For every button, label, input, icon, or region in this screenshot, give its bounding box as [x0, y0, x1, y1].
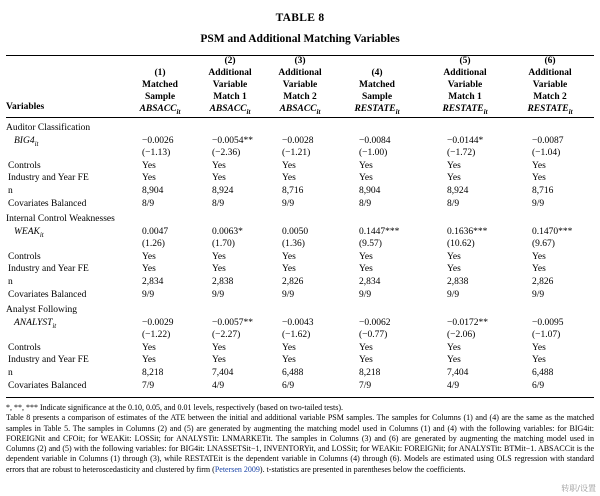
table-cell: 7/9 — [359, 380, 372, 391]
table-cell: Yes — [359, 160, 373, 171]
table-cell: Yes — [212, 251, 226, 262]
table-cell: 8,904 — [359, 186, 381, 196]
table-cell: Yes — [212, 264, 226, 275]
table-cell: 8/9 — [142, 198, 155, 209]
table-cell: Yes — [359, 355, 373, 366]
table-cell: 9/9 — [282, 198, 295, 209]
table-cell: Yes — [282, 355, 296, 366]
column-header-line: Additional — [443, 68, 487, 78]
row-label: $WEAK_{it}$ — [14, 226, 44, 239]
fe-row — [0, 172, 600, 185]
citation-link[interactable]: Petersen 2009 — [214, 464, 260, 474]
table-cell: 8,904 — [142, 186, 164, 196]
table-cell: 8,218 — [142, 368, 164, 378]
dependent-variable: $ABSACC_{it}$ — [209, 104, 251, 116]
column-header-1 — [125, 67, 195, 118]
table-cell: 0.1447*** — [359, 226, 400, 237]
row-label: Controls — [8, 251, 41, 262]
table-cell: 9/9 — [282, 289, 295, 300]
table-cell: 9/9 — [532, 289, 545, 300]
column-header-3 — [265, 55, 335, 118]
table-cell: 6/9 — [532, 380, 545, 391]
column-header-line: (2) — [224, 56, 236, 66]
column-header-line: Match 1 — [448, 92, 482, 102]
table-cell: 8,924 — [447, 186, 469, 196]
table-cell: −0.0062 — [359, 317, 391, 328]
table-cell: Yes — [447, 342, 461, 353]
table-cell: Yes — [282, 173, 296, 184]
section-title — [0, 304, 600, 317]
table-cell: 2,826 — [532, 277, 554, 287]
row-label: n — [8, 368, 13, 378]
table-cell: Yes — [359, 173, 373, 184]
table-cell: 8,716 — [282, 186, 304, 196]
table-cell: Yes — [532, 342, 546, 353]
table-cell: 7,404 — [212, 368, 234, 378]
dependent-variable: $ABSACC_{it}$ — [139, 104, 181, 116]
row-label: Industry and Year FE — [8, 264, 89, 275]
table-cell: 8/9 — [212, 198, 225, 209]
dependent-variable: $RESTATE_{it}$ — [527, 104, 573, 116]
section-title — [0, 213, 600, 226]
table-cell: Yes — [447, 160, 461, 171]
row-label: $ANALYST_{it}$ — [14, 317, 57, 330]
table-cell: 8/9 — [447, 198, 460, 209]
table-cell: (−2.36) — [212, 148, 241, 159]
controls-row — [0, 342, 600, 355]
row-label: Industry and Year FE — [8, 355, 89, 366]
table-cell: 4/9 — [212, 380, 225, 391]
coefficient-row — [0, 226, 600, 239]
dependent-variable: $RESTATE_{it}$ — [442, 104, 488, 116]
table-cell: −0.0172** — [447, 317, 488, 328]
covariates-row — [0, 289, 600, 302]
table-cell: 2,834 — [142, 277, 164, 287]
table-cell: 6,488 — [532, 368, 554, 378]
table-cell: (−1.13) — [142, 148, 171, 159]
covariates-row — [0, 198, 600, 211]
table-cell: Yes — [142, 173, 156, 184]
row-label: Covariates Balanced — [8, 289, 87, 300]
table-cell: −0.0054** — [212, 135, 253, 146]
table-cell: Yes — [142, 264, 156, 275]
table-cell: 7,404 — [447, 368, 469, 378]
fe-row — [0, 354, 600, 367]
table-cell: 8,924 — [212, 186, 234, 196]
table-cell: (−1.21) — [282, 148, 311, 159]
table-cell: Yes — [532, 173, 546, 184]
table-cell: −0.0043 — [282, 317, 314, 328]
table-cell: 0.0050 — [282, 226, 309, 237]
tstat-row — [0, 329, 600, 342]
table-cell: Yes — [532, 251, 546, 262]
table-cell: 4/9 — [447, 380, 460, 391]
table-cell: Yes — [532, 264, 546, 275]
row-label: n — [8, 277, 13, 287]
table-cell: 2,834 — [359, 277, 381, 287]
column-header-2 — [195, 55, 265, 118]
column-header-line: (4) — [371, 68, 383, 78]
table-cell: Yes — [212, 342, 226, 353]
column-header-4 — [342, 67, 412, 118]
table-cell: Yes — [142, 251, 156, 262]
column-header-line: Variable — [212, 80, 248, 90]
table-cell: −0.0087 — [532, 135, 564, 146]
dependent-variable: $ABSACC_{it}$ — [279, 104, 321, 116]
n-row — [0, 185, 600, 198]
description-note: Table 8 presents a comparison of estimates of the ATE between the initial and additional variable PSM samples. The samples for Columns (1) and (4) are the same as the matched samples in Table 5. The samples in Columns (2) and (5) are generated by augmenting the matching model used in Columns (1) and (4) with the following variables: for BIG4it: FOREIGNit and CFOit; for WEAKit: LOSSit; for ANALYSTit: LNMARKETit. The samples in Columns (3) and (6) are generated by augmenting the matching model used in Columns (2) and (5) with the following variables: for BIG4it: LNASSETSit−1, INVENTORYit, and LOSSit; for WEAKit: FOREIGNit; for ANALYSTit: BTMit−1. ABSACCit is the dependent variable in Columns (1) through (3), while RESTATEit is the dependent variable in Columns (4) through (6). Models are estimated using OLS regression with standard errors that are robust to heteroscedasticity and clustered by firm (Petersen 2009). t-statistics are presented in parentheses below the coefficients. — [6, 413, 594, 474]
table-cell: (−1.07) — [532, 330, 561, 341]
table-cell: Yes — [447, 251, 461, 262]
table-cell: Yes — [212, 160, 226, 171]
tstat-row — [0, 238, 600, 251]
table-cell: Yes — [212, 355, 226, 366]
column-header-line: Additional — [208, 68, 252, 78]
column-header-line: Additional — [278, 68, 322, 78]
column-header-line: (5) — [459, 56, 471, 66]
column-header-line: Variable — [282, 80, 318, 90]
table-cell: 9/9 — [447, 289, 460, 300]
table-cell: Yes — [359, 264, 373, 275]
table-cell: (−1.22) — [142, 330, 171, 341]
tstat-row — [0, 147, 600, 160]
row-label: $BIG4_{it}$ — [14, 135, 39, 148]
row-label: n — [8, 186, 13, 196]
table-cell: Yes — [142, 160, 156, 171]
row-label: Controls — [8, 160, 41, 171]
table-cell: (9.57) — [359, 239, 382, 250]
table-cell: (−0.77) — [359, 330, 388, 341]
row-label: Internal Control Weaknesses — [6, 214, 115, 224]
table-cell: (1.26) — [142, 239, 165, 250]
table-cell: (9.67) — [532, 239, 555, 250]
column-header-line: Sample — [361, 92, 393, 102]
row-label: Covariates Balanced — [8, 380, 87, 391]
table-cell: 0.1636*** — [447, 226, 488, 237]
table-cell: Yes — [282, 264, 296, 275]
column-header-line: Matched — [142, 80, 178, 90]
row-label: Auditor Classification — [6, 123, 91, 133]
table-cell: Yes — [142, 355, 156, 366]
table-cell: Yes — [447, 173, 461, 184]
row-label: Analyst Following — [6, 305, 77, 315]
table-cell: 8,218 — [359, 368, 381, 378]
table-cell: Yes — [359, 342, 373, 353]
table-cell: Yes — [282, 160, 296, 171]
controls-row — [0, 160, 600, 173]
n-row — [0, 276, 600, 289]
table-cell: −0.0084 — [359, 135, 391, 146]
table-cell: (−1.04) — [532, 148, 561, 159]
column-header-line: Matched — [359, 80, 395, 90]
table-cell: (−1.00) — [359, 148, 388, 159]
table-cell: 8/9 — [359, 198, 372, 209]
controls-row — [0, 251, 600, 264]
table-cell: Yes — [282, 342, 296, 353]
table-cell: −0.0026 — [142, 135, 174, 146]
table-cell: 2,838 — [447, 277, 469, 287]
table-subtitle: PSM and Additional Matching Variables — [200, 33, 400, 45]
table-cell: 9/9 — [532, 198, 545, 209]
table-title: TABLE 8 — [275, 12, 325, 24]
table-cell: 2,838 — [212, 277, 234, 287]
column-header-line: Variable — [447, 80, 483, 90]
column-header-line: Match 2 — [533, 92, 567, 102]
table-cell: −0.0095 — [532, 317, 564, 328]
column-header-line: (1) — [154, 68, 166, 78]
table-cell: (1.70) — [212, 239, 235, 250]
column-header-line: Variable — [532, 80, 568, 90]
coefficient-row — [0, 317, 600, 330]
fe-row — [0, 263, 600, 276]
row-label: Controls — [8, 342, 41, 353]
column-header-line: Additional — [528, 68, 572, 78]
table-cell: 6,488 — [282, 368, 304, 378]
column-header-5 — [430, 55, 500, 118]
table-cell: 0.0063* — [212, 226, 243, 237]
table-cell: −0.0028 — [282, 135, 314, 146]
table-cell: Yes — [212, 173, 226, 184]
table-cell: (−1.72) — [447, 148, 476, 159]
significance-note: *, **, *** Indicate significance at the 0.10, 0.05, and 0.01 levels, respectively (based on two-tailed tests). — [6, 403, 344, 412]
table-notes — [6, 403, 594, 475]
table-cell: −0.0029 — [142, 317, 174, 328]
watermark: 转职/设置 — [561, 484, 596, 493]
table-cell: Yes — [142, 342, 156, 353]
row-label: Covariates Balanced — [8, 198, 87, 209]
dependent-variable: $RESTATE_{it}$ — [354, 104, 400, 116]
table-cell: 9/9 — [142, 289, 155, 300]
row-label: Industry and Year FE — [8, 173, 89, 184]
table-cell: (−1.62) — [282, 330, 311, 341]
table-cell: Yes — [532, 355, 546, 366]
column-header-6 — [515, 55, 585, 118]
n-row — [0, 367, 600, 380]
bottom-rule — [6, 397, 594, 398]
covariates-row — [0, 380, 600, 393]
column-header-line: Match 1 — [213, 92, 247, 102]
table-cell: 0.1470*** — [532, 226, 573, 237]
variables-header: Variables — [6, 102, 45, 112]
table-cell: (1.36) — [282, 239, 305, 250]
table-cell: Yes — [282, 251, 296, 262]
column-header-line: Match 2 — [283, 92, 317, 102]
coefficient-row — [0, 135, 600, 148]
table-cell: (10.62) — [447, 239, 475, 250]
header-rule — [6, 117, 594, 118]
table-cell: 2,826 — [282, 277, 304, 287]
table-cell: −0.0144* — [447, 135, 484, 146]
table-cell: Yes — [447, 355, 461, 366]
column-header-line: (6) — [544, 56, 556, 66]
table-cell: 8,716 — [532, 186, 554, 196]
column-header-line: Sample — [144, 92, 176, 102]
table-cell: 7/9 — [142, 380, 155, 391]
table-cell: (−2.27) — [212, 330, 241, 341]
column-header-line: (3) — [294, 56, 306, 66]
section-title — [0, 122, 600, 135]
table-cell: 9/9 — [212, 289, 225, 300]
table-cell: 9/9 — [359, 289, 372, 300]
table-cell: Yes — [532, 160, 546, 171]
table-cell: 6/9 — [282, 380, 295, 391]
table-cell: Yes — [447, 264, 461, 275]
table-cell: −0.0057** — [212, 317, 253, 328]
table-cell: Yes — [359, 251, 373, 262]
table-cell: 0.0047 — [142, 226, 169, 237]
table-cell: (−2.06) — [447, 330, 476, 341]
